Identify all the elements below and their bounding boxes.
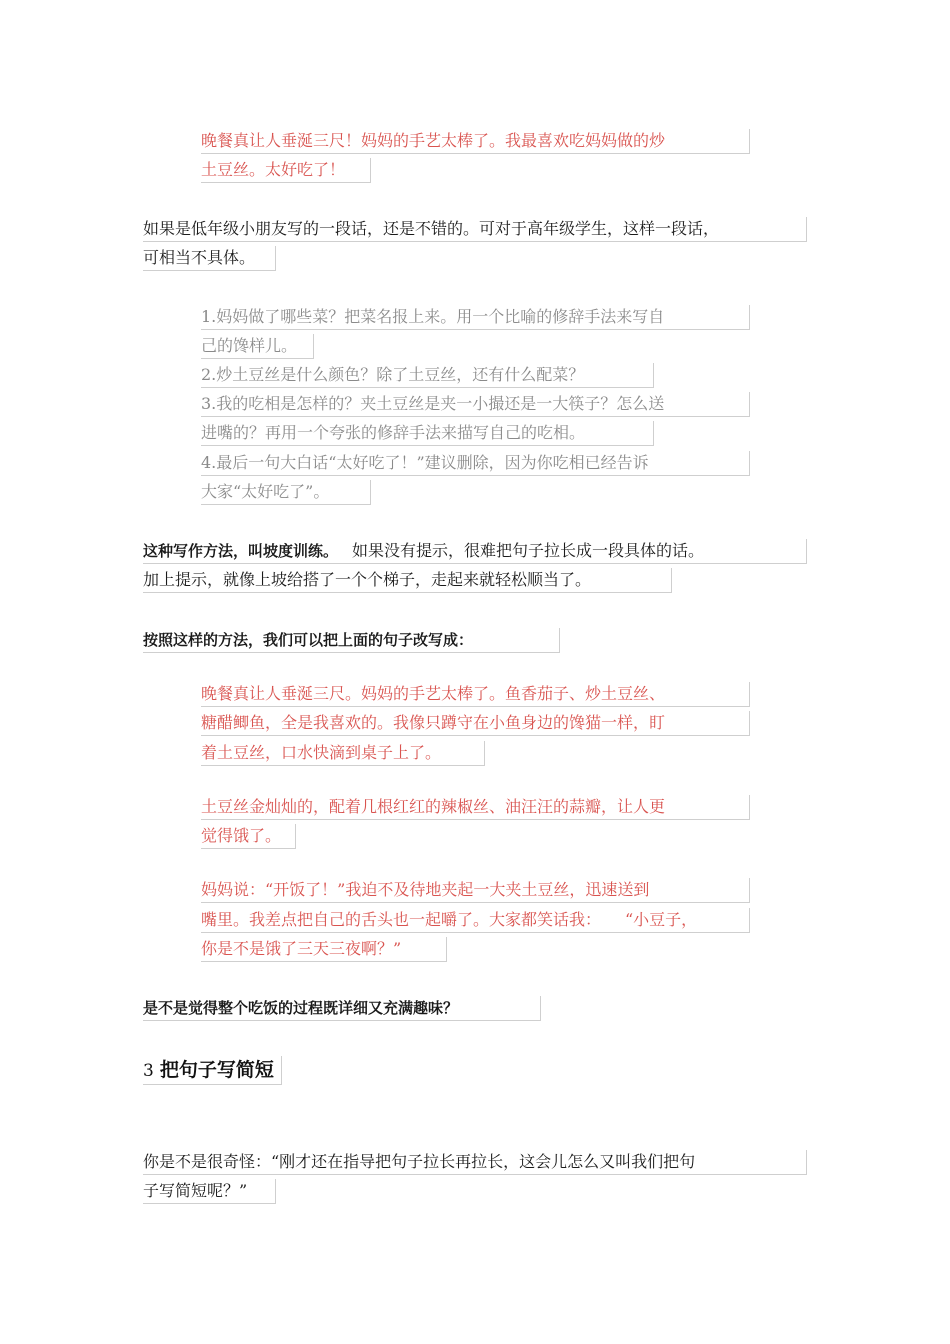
method-bold: 这种写作方法，叫坡度训练。 xyxy=(143,542,339,560)
rewrite-line: 土豆丝金灿灿的，配着几根红红的辣椒丝、油汪汪的蒜瓣，让人更 xyxy=(201,795,750,820)
section-number: 3 xyxy=(143,1061,154,1081)
rewrite-line: 晚餐真让人垂涎三尺。妈妈的手艺太棒了。鱼香茄子、炒土豆丝、 xyxy=(201,682,750,707)
rewrite-line: 着土豆丝，口水快滴到桌子上了。 xyxy=(201,741,485,766)
method-line-2: 加上提示，就像上坡给搭了一个个梯子，走起来就轻松顺当了。 xyxy=(143,568,672,593)
section-title: 把句子写简短 xyxy=(159,1059,274,1081)
hint-line: 2.炒土豆丝是什么颜色？除了土豆丝，还有什么配菜？ xyxy=(201,363,654,388)
rewrite-line: 嘴里。我差点把自己的舌头也一起嚼了。大家都笑话我： “小豆子， xyxy=(201,908,750,933)
comment-line: 可相当不具体。 xyxy=(143,246,276,271)
hint-line: 3.我的吃相是怎样的？夹土豆丝是夹一小撮还是一大筷子？怎么送 xyxy=(201,392,750,417)
rewrite-line: 觉得饿了。 xyxy=(201,824,296,849)
hint-line: 大家“太好吃了”。 xyxy=(201,480,371,505)
rewrite-intro: 按照这样的方法，我们可以把上面的句子改写成： xyxy=(143,628,560,653)
rewrite-line: 妈妈说：“开饭了！”我迫不及待地夹起一大夹土豆丝，迅速送到 xyxy=(201,878,750,903)
hint-line: 1.妈妈做了哪些菜？把菜名报上来。用一个比喻的修辞手法来写自 xyxy=(201,305,750,330)
method-line xyxy=(143,539,807,564)
section-heading xyxy=(143,1056,282,1085)
method-rest: 如果没有提示，很难把句子拉长成一段具体的话。 xyxy=(352,541,705,560)
comment-line: 如果是低年级小朋友写的一段话，还是不错的。可对于高年级学生，这样一段话， xyxy=(143,217,807,242)
final-line: 你是不是很奇怪：“刚才还在指导把句子拉长再拉长，这会儿怎么又叫我们把句 xyxy=(143,1150,807,1175)
question-line: 是不是觉得整个吃饭的过程既详细又充满趣味？ xyxy=(143,996,541,1021)
example-line: 土豆丝。太好吃了！ xyxy=(201,158,371,183)
hint-line: 己的馋样儿。 xyxy=(201,334,314,359)
rewrite-line: 糖醋鲫鱼，全是我喜欢的。我像只蹲守在小鱼身边的馋猫一样，盯 xyxy=(201,711,750,736)
hint-line: 4.最后一句大白话“太好吃了！”建议删除，因为你吃相已经告诉 xyxy=(201,451,750,476)
hint-line: 进嘴的？再用一个夸张的修辞手法来描写自己的吃相。 xyxy=(201,421,654,446)
example-line: 晚餐真让人垂涎三尺！妈妈的手艺太棒了。我最喜欢吃妈妈做的炒 xyxy=(201,129,750,154)
rewrite-line: 你是不是饿了三天三夜啊？” xyxy=(201,937,447,962)
final-line: 子写简短呢？” xyxy=(143,1179,276,1204)
